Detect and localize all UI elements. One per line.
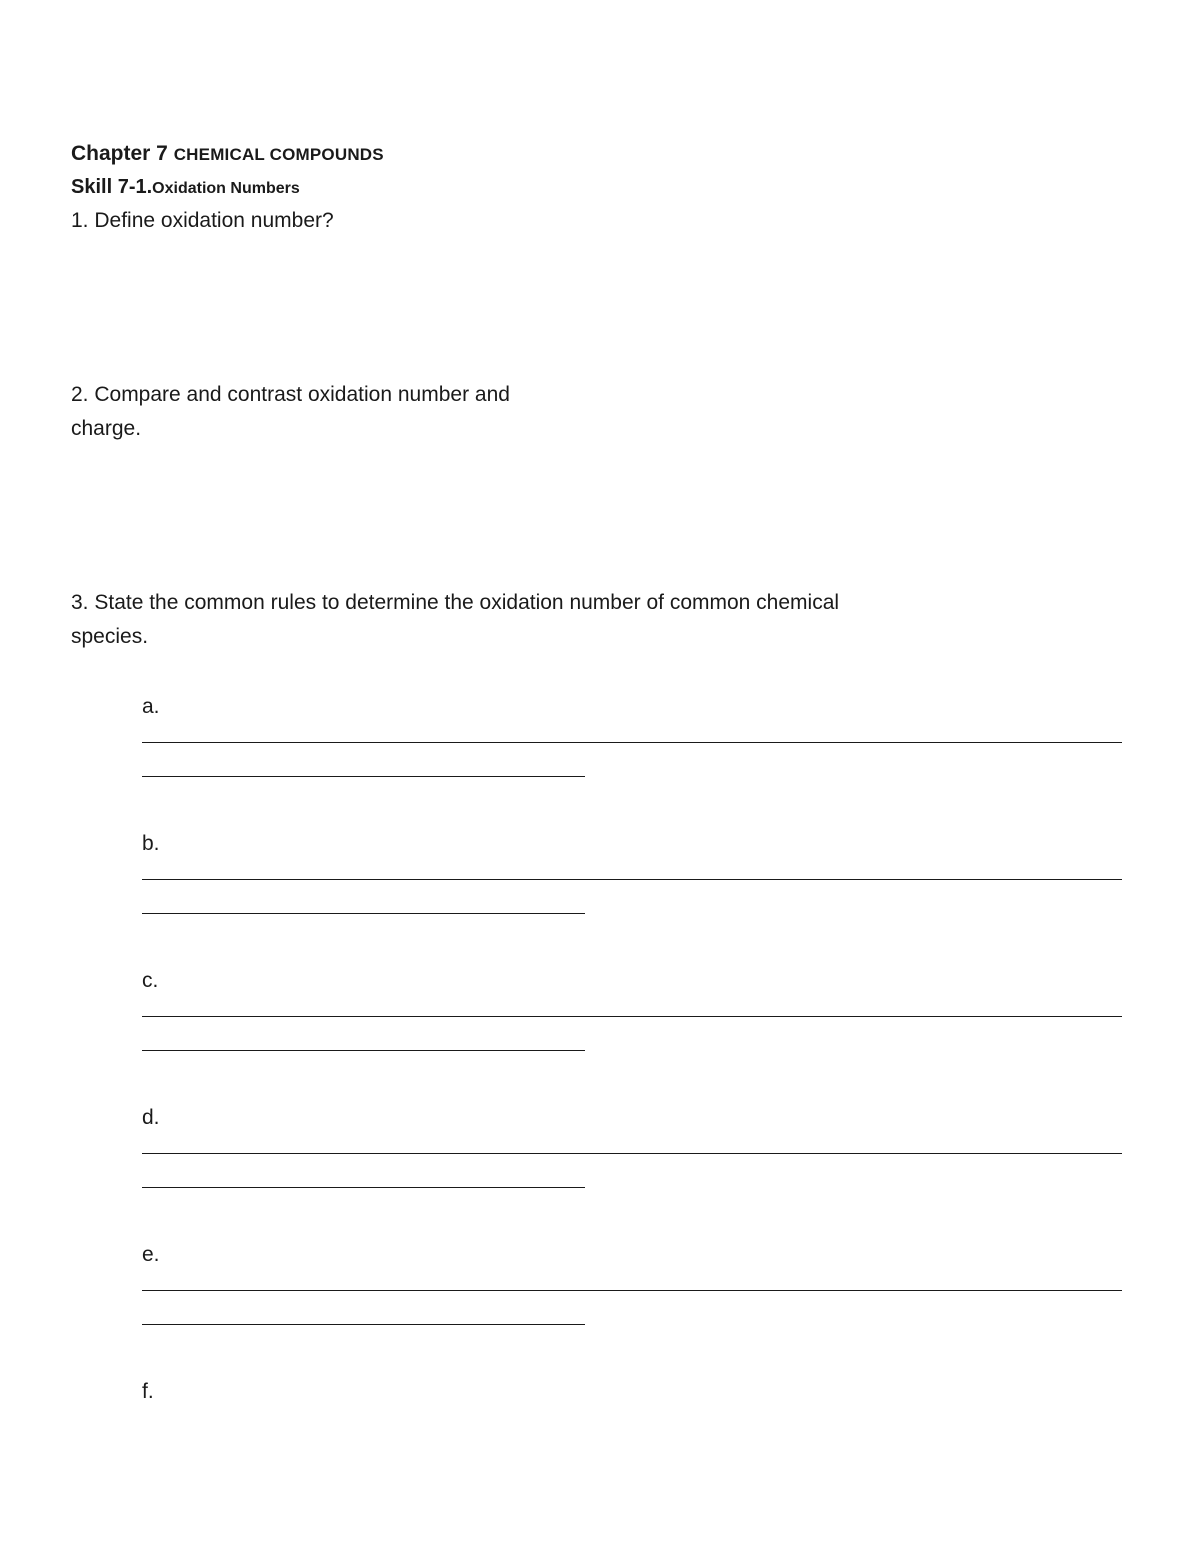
skill-number: Skill 7-1. bbox=[71, 176, 153, 198]
rule-label: a. bbox=[142, 695, 160, 718]
answer-line bbox=[142, 1153, 1122, 1154]
question-3-text-line1: 3. State the common rules to determine the oxidation number of common chemical bbox=[71, 591, 840, 614]
chapter-number: Chapter 7 bbox=[71, 142, 174, 165]
answer-line bbox=[142, 1324, 585, 1325]
question-2-text-line2: charge. bbox=[71, 417, 142, 440]
answer-line bbox=[142, 776, 585, 777]
question-3-text-line2: species. bbox=[71, 625, 149, 648]
question-2 bbox=[71, 378, 510, 446]
rule-label: b. bbox=[142, 832, 160, 855]
answer-line bbox=[142, 742, 1122, 743]
question-3 bbox=[71, 586, 839, 654]
skill-title: Oxidation Numbers bbox=[152, 180, 300, 197]
answer-line bbox=[142, 879, 1122, 880]
rule-label: d. bbox=[142, 1106, 160, 1129]
question-1 bbox=[71, 204, 334, 238]
chapter-title: CHEMICAL COMPOUNDS bbox=[173, 145, 384, 164]
rule-item-d bbox=[142, 1103, 160, 1133]
rule-item-b bbox=[142, 829, 160, 859]
rule-item-f bbox=[142, 1377, 154, 1407]
rule-item-e bbox=[142, 1240, 160, 1270]
answer-line bbox=[142, 913, 585, 914]
rule-label: c. bbox=[142, 969, 159, 992]
skill-heading bbox=[71, 176, 300, 199]
rule-item-c bbox=[142, 966, 158, 996]
rule-item-a bbox=[142, 692, 160, 722]
answer-line bbox=[142, 1290, 1122, 1291]
chapter-heading bbox=[71, 142, 384, 166]
question-2-text-line1: 2. Compare and contrast oxidation number and bbox=[71, 383, 510, 406]
answer-line bbox=[142, 1187, 585, 1188]
rule-label: f. bbox=[142, 1380, 154, 1403]
rule-label: e. bbox=[142, 1243, 160, 1266]
answer-line bbox=[142, 1016, 1122, 1017]
answer-line bbox=[142, 1050, 585, 1051]
question-1-text: 1. Define oxidation number? bbox=[71, 209, 334, 232]
